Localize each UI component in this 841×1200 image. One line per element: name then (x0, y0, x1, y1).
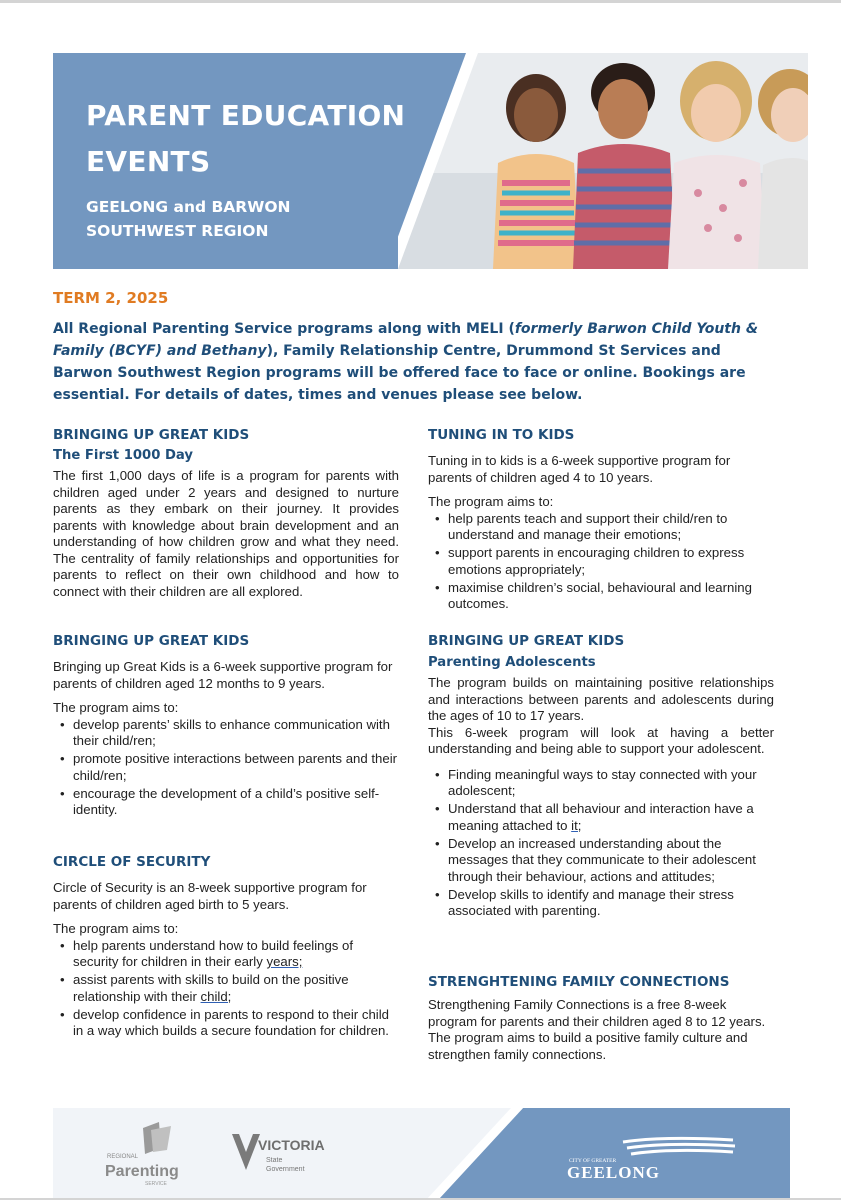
logo-text-parenting: Parenting (105, 1163, 179, 1180)
list-item: • help parents teach and support their child/ren to understand and manage their emotions; (430, 511, 774, 544)
list-item: • Develop an increased understanding about the messages that they communicate to their adolescent through their behaviour, actions and attitudes; (430, 836, 774, 886)
list-item (55, 972, 399, 1005)
term-heading: TERM 2, 2025 (53, 289, 169, 307)
aims-label: The program aims to: (53, 921, 179, 936)
logo-text-government: Government (266, 1166, 305, 1173)
section-heading: STRENGHTENING FAMILY CONNECTIONS (428, 974, 730, 990)
logo-text-state: State (266, 1157, 283, 1164)
list-item: • develop confidence in parents to respond to their child in a way which builds a secure foundation for children. (55, 1007, 399, 1040)
city-of-greater-geelong-logo (563, 1136, 743, 1184)
logo-text-city-of-greater: CITY OF GREATER (569, 1158, 617, 1164)
victoria-state-government-logo (230, 1130, 330, 1180)
section-body: Tuning in to kids is a 6-week supportive program for parents of children aged 4 to 10 years. (428, 453, 731, 485)
section-body: Circle of Security is an 8-week supportive program for parents of children aged birth to 5 years. (53, 880, 367, 912)
section-first-1000-days (53, 426, 399, 600)
section-body: The program builds on maintaining positive relationships and interactions between parents and adolescents during the ages of 10 to 17 years. (428, 675, 774, 723)
section-circle-of-security (53, 853, 399, 1041)
section-heading: BRINGING UP GREAT KIDS (428, 633, 625, 649)
region-subtitle (86, 195, 386, 243)
section-body: Strengthening Family Connections is a free 8-week program for parents and their children aged 8 to 12 years. The program aims to build a positive family culture and strengthen family connections. (428, 997, 766, 1062)
aims-list (55, 938, 399, 1040)
section-body: The first 1,000 days of life is a program for parents with children aged under 2 years and designed to nurture parents as they embark on their journey. It provides parents with knowledge about brain development and an understanding of how children grow and what they need. The centrality of family relationships and opportunities for parents to reflect on their own childhood and how to connect with their children are all explored. (53, 468, 399, 599)
section-subheading: The First 1000 Day (53, 448, 194, 463)
title-line-1: PARENT EDUCATION (86, 99, 406, 132)
subtitle-line-1: GEELONG and BARWON (86, 198, 291, 216)
intro-text-1: All Regional Parenting Service programs along with MELI ( (53, 321, 515, 337)
section-body-2: This 6-week program will look at having a better understanding and being able to support your adolescent. (428, 724, 774, 756)
list-item: • develop parents’ skills to enhance communication with their child/ren; (55, 717, 399, 750)
aims-list (430, 511, 774, 613)
title-line-2: EVENTS (86, 145, 211, 178)
list-item: • maximise children’s social, behavioural and learning outcomes. (430, 580, 774, 613)
subtitle-line-2: SOUTHWEST REGION (86, 222, 269, 240)
aims-list (430, 767, 774, 920)
logo-text-service: SERVICE (145, 1181, 167, 1187)
aims-label: The program aims to: (53, 700, 179, 715)
top-border (0, 0, 841, 3)
aims-list (55, 717, 399, 819)
list-item-text: Understand that all behaviour and interaction have a meaning attached to (448, 801, 754, 833)
section-body: Bringing up Great Kids is a 6-week supportive program for parents of children aged 12 months to 9 years. (53, 659, 393, 691)
logo-text-victoria: VICTORIA (258, 1137, 325, 1153)
list-item: • Finding meaningful ways to stay connected with your adolescent; (430, 767, 774, 800)
logo-text-geelong: GEELONG (567, 1163, 660, 1182)
list-item (55, 938, 399, 971)
section-heading: BRINGING UP GREAT KIDS (53, 427, 250, 443)
section-tuning-in-to-kids (428, 426, 774, 614)
list-item-text: assist parents with skills to build on the positive relationship with their (73, 972, 349, 1004)
section-heading: BRINGING UP GREAT KIDS (53, 633, 250, 649)
list-item-text: help parents understand how to build feelings of security for children in their early (73, 937, 354, 969)
section-bringing-up-great-kids (53, 632, 399, 820)
regional-parenting-service-logo (101, 1120, 191, 1190)
section-subheading: Parenting Adolescents (428, 655, 596, 670)
list-item: • encourage the development of a child’s positive self-identity. (55, 786, 399, 819)
section-heading: CIRCLE OF SECURITY (53, 854, 211, 870)
section-strengthening-family-connections (428, 973, 774, 1063)
intro-italic: formerly Barwon Child Youth & Family (BCYF) and Bethany (53, 321, 759, 359)
list-item: • promote positive interactions between parents and their child/ren; (55, 751, 399, 784)
header-banner (53, 53, 808, 269)
list-item-underlined: it; (571, 817, 582, 833)
children-photo (398, 53, 808, 269)
intro-text-2: ), Family Relationship Centre, Drummond St Services and Barwon Southwest Region programs will be offered face to face or online. Bookings are essential. For details of dates, times and venues please see below. (53, 343, 746, 403)
footer-logos (53, 1108, 790, 1200)
section-parenting-adolescents (428, 632, 774, 921)
list-item-underlined: years; (266, 954, 303, 969)
list-item-underlined: child; (200, 988, 232, 1004)
intro-paragraph (53, 318, 783, 406)
logo-text-regional: REGIONAL (107, 1154, 139, 1160)
section-heading: TUNING IN TO KIDS (428, 427, 575, 443)
list-item (430, 801, 774, 834)
list-item: • support parents in encouraging children to express emotions appropriately; (430, 545, 774, 578)
aims-label: The program aims to: (428, 494, 554, 509)
list-item: • Develop skills to identify and manage their stress associated with parenting. (430, 887, 774, 920)
